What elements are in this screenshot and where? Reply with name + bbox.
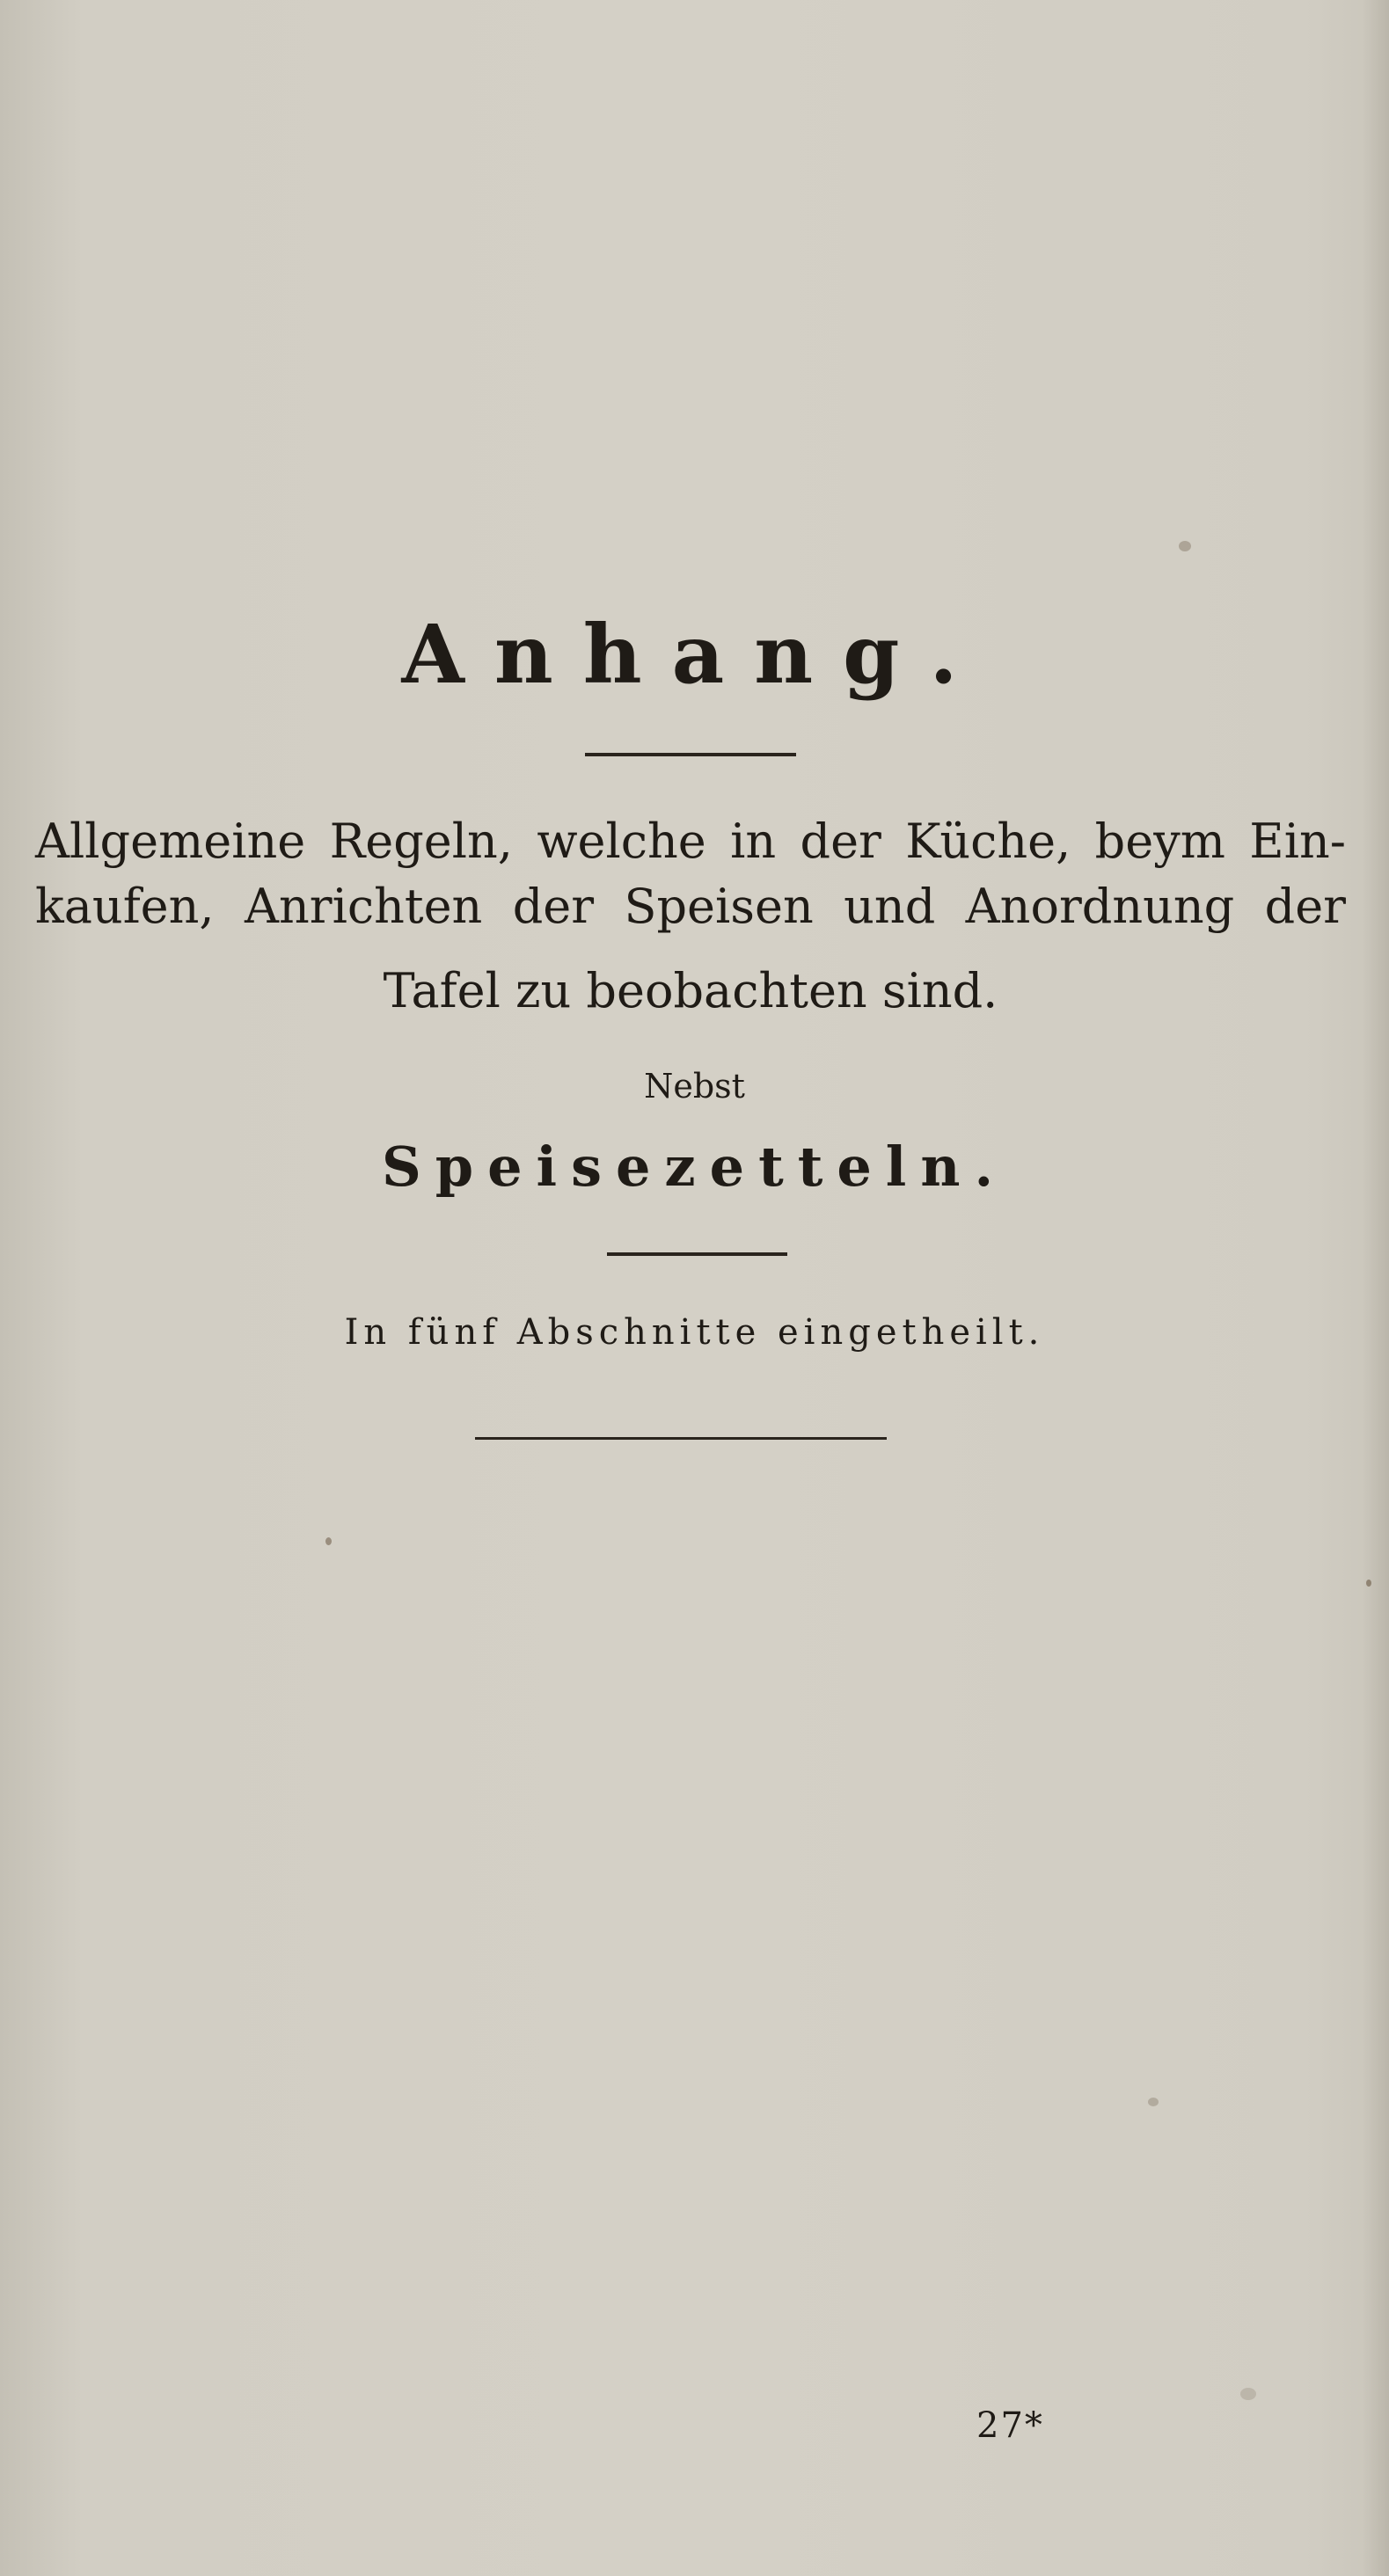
paper-speck	[325, 1537, 332, 1545]
body-line-2: kaufen, Anrichten der Speisen und Anordnung der	[35, 879, 1346, 934]
paper-speck	[1366, 1580, 1371, 1587]
section-divider	[475, 1437, 887, 1440]
subtitle: Speisezetteln.	[381, 1135, 1008, 1199]
page-title: Anhang.	[401, 607, 988, 702]
sections-note: In fünf Abschnitte eingetheilt.	[344, 1312, 1045, 1353]
subtitle-divider	[607, 1252, 787, 1256]
nebst-label: Nebst	[644, 1067, 745, 1106]
title-divider	[585, 753, 796, 756]
body-line-3: Tafel zu beobachten sind.	[383, 963, 998, 1018]
page-number: 27*	[976, 2405, 1044, 2446]
page-edge-shadow	[1363, 0, 1389, 2576]
paper-speck	[1179, 541, 1191, 551]
body-line-1: Allgemeine Regeln, welche in der Küche, beym Ein-	[35, 814, 1346, 869]
paper-speck	[1240, 2388, 1256, 2400]
paper-speck	[1148, 2098, 1159, 2106]
